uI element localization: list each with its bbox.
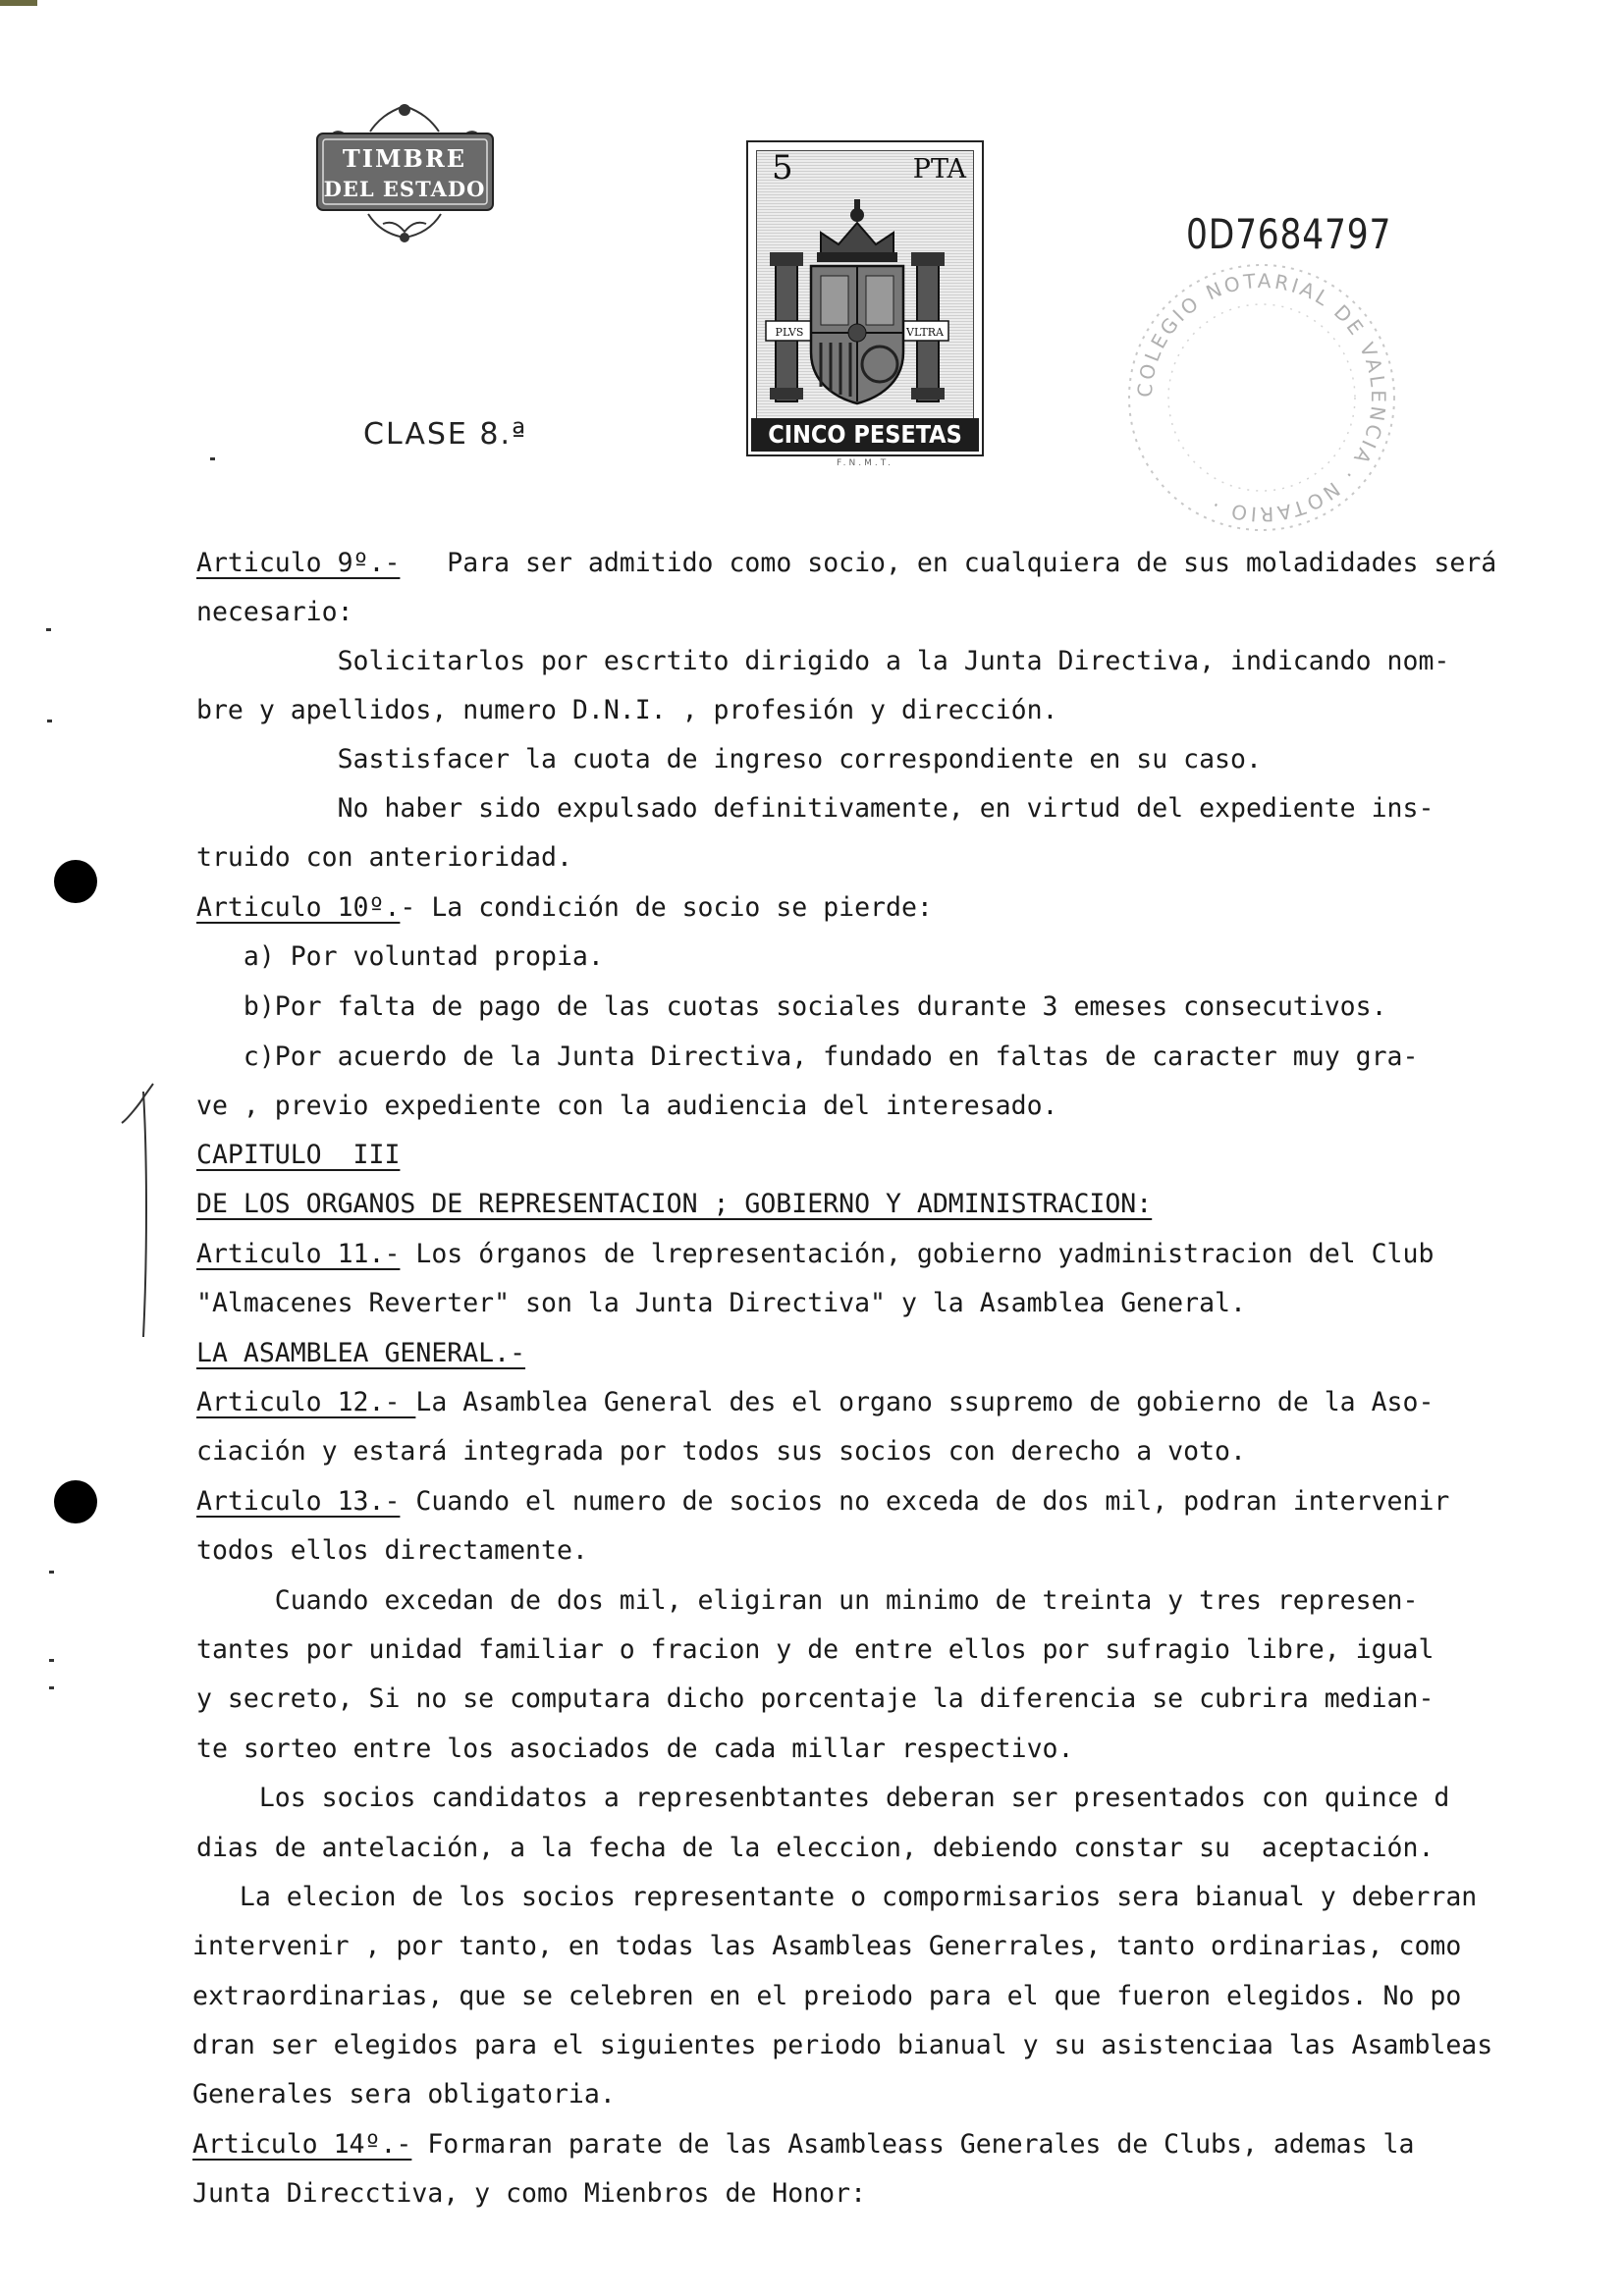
margin-mark [49, 1571, 54, 1574]
document-line [196, 1684, 1434, 1714]
text-segment: "Almacenes Reverter" son la Junta Directiva" y la Asamblea General. [196, 1288, 1246, 1318]
text-segment: Para ser admitido como socio, en cualquiera de sus moladidades será [400, 548, 1497, 578]
text-segment: Sastisfacer la cuota de ingreso correspondiente en su caso. [196, 744, 1262, 774]
document-line [196, 1536, 588, 1566]
punch-hole-top [54, 860, 97, 903]
stamp-legend-right: VLTRA [906, 326, 944, 339]
document-line [196, 1240, 1434, 1269]
margin-bracket-mark [118, 1080, 157, 1345]
punch-hole-bottom [54, 1480, 97, 1523]
text-segment: extraordinarias, que se celebren en el preiodo para el que fueron elegidos. No po [192, 1981, 1462, 2011]
text-segment: truido con anterioridad. [196, 842, 572, 873]
document-line [196, 1735, 1073, 1764]
svg-text:COLEGIO NOTARIAL DE VALENCIA · [1133, 269, 1390, 526]
stamp-currency: PTA [912, 154, 966, 185]
document-line [196, 942, 604, 972]
document-line [192, 2080, 616, 2109]
underlined-heading: LA ASAMBLEA GENERAL.- [196, 1338, 526, 1368]
document-line [196, 1092, 1058, 1121]
stamp-maker: F.N.M.T. [836, 458, 894, 468]
document-line [196, 843, 572, 873]
text-segment: La Asamblea General des el organo ssupremo de gobierno de la Aso- [415, 1387, 1435, 1417]
stamp-value: 5 [772, 148, 793, 187]
document-line [196, 1289, 1246, 1318]
notary-seal-icon [1114, 250, 1409, 545]
document-line [196, 1437, 1246, 1467]
text-segment: y secreto, Si no se computara dicho porcentaje la diferencia se cubrira median- [196, 1683, 1435, 1714]
text-segment: ve , previo expediente con la audiencia del interesado. [196, 1091, 1058, 1121]
text-segment: todos ellos directamente. [196, 1535, 588, 1566]
document-line [192, 1932, 1461, 1961]
document-line [196, 1586, 1418, 1616]
text-segment: Solicitarlos por escrtito dirigido a la Junta Directiva, indicando nom- [196, 646, 1450, 676]
text-segment: tantes por unidad familiar o fracion y de entre ellos por sufragio libre, igual [196, 1634, 1435, 1665]
timbre-del-estado-emblem [309, 98, 501, 245]
text-segment: Formaran parate de las Asambleass Generales de Clubs, ademas la [411, 2129, 1415, 2160]
document-line [196, 1784, 1449, 1813]
document-line [192, 2179, 866, 2209]
text-segment: Los socios candidatos a represenbtantes deberan ser presentados con quince d [196, 1783, 1450, 1813]
document-line [196, 1487, 1449, 1517]
document-line [196, 696, 1058, 725]
document-line [196, 893, 933, 923]
document-line [196, 794, 1434, 824]
text-segment: ciación y estará integrada por todos sus socios con derecho a voto. [196, 1436, 1246, 1467]
document-line [196, 647, 1449, 676]
text-segment: - La condición de socio se pierde: [400, 892, 933, 923]
text-segment: Cuando excedan de dos mil, eligiran un minimo de treinta y tres represen- [196, 1585, 1419, 1616]
document-line [192, 1883, 1477, 1912]
timbre-top-text: TIMBRE [342, 144, 467, 173]
serial-number: 0D7684797 [1186, 210, 1392, 258]
coat-of-arms-icon [762, 195, 952, 407]
underlined-heading: Articulo 10º. [196, 892, 401, 923]
clase-label: CLASE 8.ª [363, 417, 528, 452]
document-line [196, 992, 1387, 1022]
underlined-heading: Articulo 12.- [196, 1387, 416, 1417]
underlined-heading: Articulo 11.- [196, 1239, 401, 1269]
text-segment: c)Por acuerdo de la Junta Directiva, fundado en faltas de caracter muy gra- [196, 1041, 1419, 1072]
text-segment: bre y apellidos, numero D.N.I. , profesión y dirección. [196, 695, 1058, 725]
fiscal-stamp [746, 140, 984, 468]
document-line [196, 1141, 400, 1170]
underlined-heading: DE LOS ORGANOS DE REPRESENTACION ; GOBIERNO Y ADMINISTRACION: [196, 1189, 1153, 1219]
underlined-heading: Articulo 14º.- [192, 2129, 412, 2160]
document-line [196, 1834, 1434, 1863]
text-segment: b)Por falta de pago de las cuotas sociales durante 3 emeses consecutivos. [196, 991, 1387, 1022]
document-line [196, 1190, 1152, 1219]
text-segment: La elecion de los socios representante o compormisarios sera bianual y deberran [192, 1882, 1478, 1912]
document-line [196, 1635, 1434, 1665]
document-line [196, 1388, 1434, 1417]
seal-ring-text: COLEGIO NOTARIAL DE VALENCIA · NOTARIO · [1132, 268, 1391, 527]
stamp-band: CINCO PESETAS [751, 418, 979, 452]
text-segment: Los órganos de lrepresentación, gobierno yadministracion del Club [400, 1239, 1435, 1269]
underlined-heading: Articulo 9º.- [196, 548, 401, 578]
text-segment: Generales sera obligatoria. [192, 2079, 616, 2109]
margin-mark [47, 720, 52, 722]
document-line [196, 1339, 525, 1368]
text-segment: Cuando el numero de socios no exceda de dos mil, podran intervenir [400, 1486, 1450, 1517]
underlined-heading: CAPITULO III [196, 1140, 401, 1170]
stamp-legend-left: PLVS [775, 326, 804, 339]
timbre-bottom-text: DEL ESTADO [323, 177, 486, 201]
margin-mark [46, 628, 51, 631]
margin-mark [210, 457, 215, 460]
underlined-heading: Articulo 13.- [196, 1486, 401, 1517]
margin-mark [49, 1686, 54, 1689]
text-segment: a) Por voluntad propia. [196, 941, 604, 972]
text-segment: Junta Direcctiva, y como Mienbros de Honor: [192, 2178, 867, 2209]
document-line [196, 1042, 1418, 1072]
document-line [192, 2130, 1414, 2160]
text-segment: No haber sido expulsado definitivamente, en virtud del expediente ins- [196, 793, 1435, 824]
document-line [196, 549, 1496, 578]
corner-mark [0, 0, 37, 6]
text-segment: te sorteo entre los asociados de cada millar respectivo. [196, 1734, 1074, 1764]
document-line [196, 745, 1262, 774]
document-line [196, 598, 353, 627]
text-segment: dran ser elegidos para el siguientes periodo bianual y su asistenciaa las Asambleas [192, 2030, 1493, 2060]
document-line [192, 2031, 1492, 2060]
text-segment: dias de antelación, a la fecha de la eleccion, debiendo constar su aceptación. [196, 1833, 1435, 1863]
text-segment: necesario: [196, 597, 353, 627]
document-line [192, 1982, 1461, 2011]
margin-mark [49, 1659, 54, 1662]
text-segment: intervenir , por tanto, en todas las Asambleas Generrales, tanto ordinarias, como [192, 1931, 1462, 1961]
